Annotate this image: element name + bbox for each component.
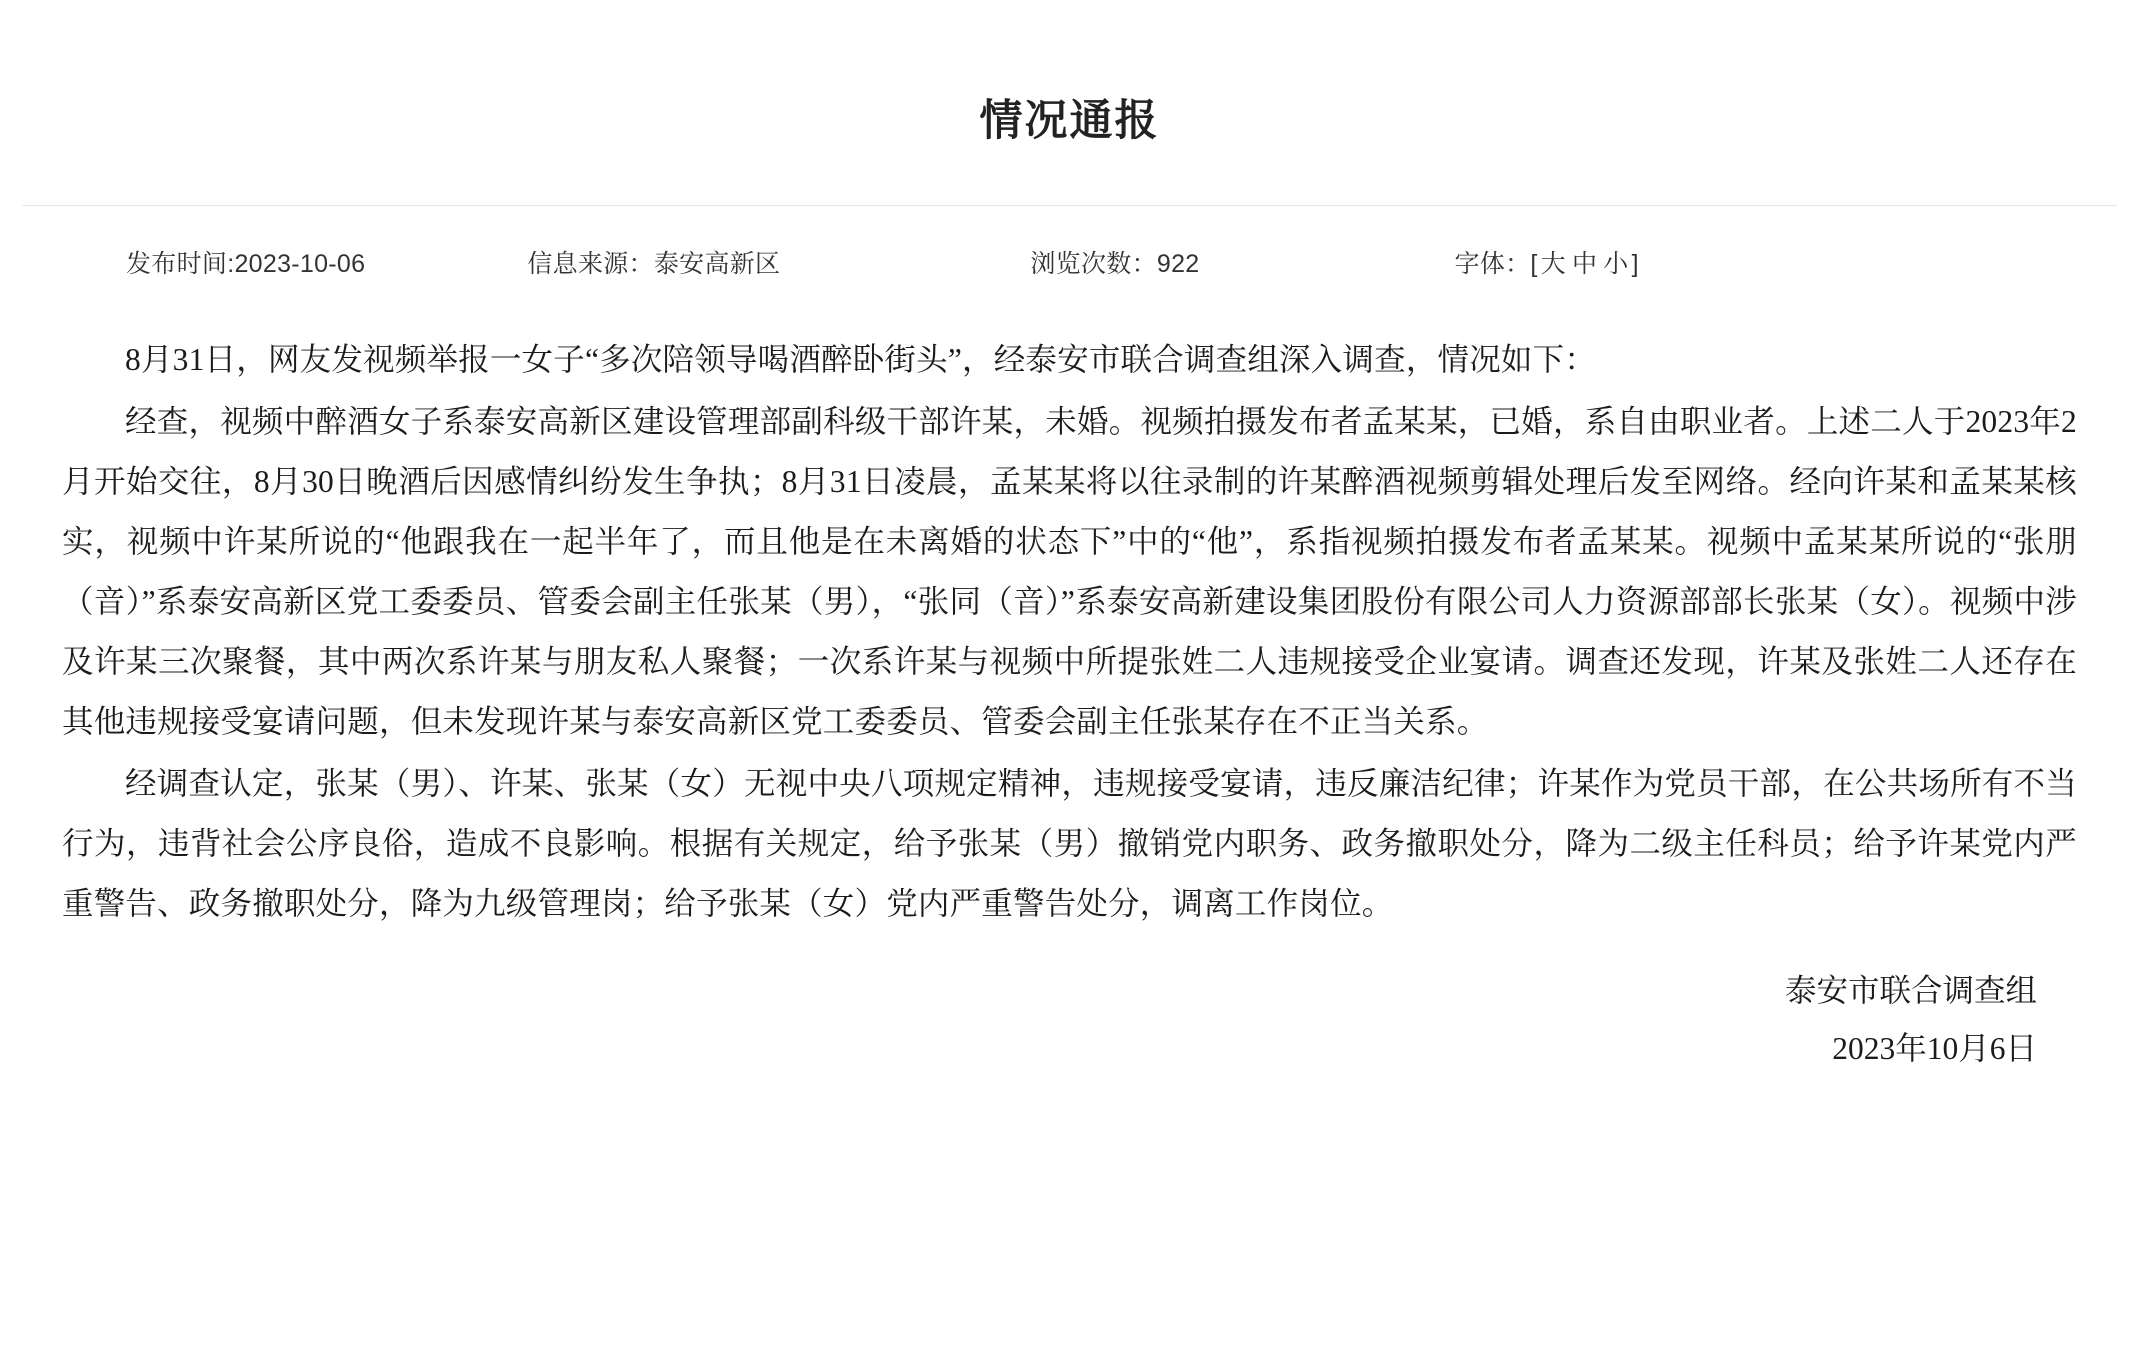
view-count xyxy=(1030,244,1199,280)
info-source xyxy=(527,244,780,280)
title-area xyxy=(0,0,2139,148)
meta-bar xyxy=(0,206,2139,280)
info-source-label: 信息来源： xyxy=(527,249,654,278)
view-count-label: 浏览次数： xyxy=(1030,249,1157,278)
publish-time xyxy=(126,244,365,280)
signature-block xyxy=(62,962,2077,1078)
publish-time-label: 发布时间: xyxy=(126,249,235,278)
font-size-label: 字体： xyxy=(1454,249,1531,278)
document-body xyxy=(0,280,2139,1078)
signature-organization: 泰安市联合调查组 xyxy=(1784,972,2037,1008)
font-size-medium[interactable]: 中 xyxy=(1571,249,1598,278)
body-paragraph: 8月31日，网友发视频举报一女子“多次陪领导喝酒醉卧街头”，经泰安市联合调查组深入调查，情况如下： xyxy=(125,341,1597,377)
page-title: 情况通报 xyxy=(979,97,1160,145)
view-count-value: 922 xyxy=(1156,249,1200,278)
font-size-options xyxy=(1530,244,1638,280)
body-paragraph: 经查，视频中醉酒女子系泰安高新区建设管理部副科级干部许某，未婚。视频拍摄发布者孟某某，已婚，系自由职业者。上述二人于2023年2月开始交往，8月30日晚酒后因感情纠纷发生争执；8月31日凌晨，孟某某将以往录制的许某醉酒视频剪辑处理后发至网络。经向许某和孟某某核实，视频中许某所说的“他跟我在一起半年了，而且他是在未离婚的状态下”中的“他”，系指视频拍摄发布者孟某某。视频中孟某某所说的“张朋（音）”系泰安高新区党工委委员、管委会副主任张某（男），“张同（音）”系泰安高新建设集团股份有限公司人力资源部部长张某（女）。视频中涉及许某三次聚餐，其中两次系许某与朋友私人聚餐；一次系许某与视频中所提张姓二人违规接受企业宴请。调查还发现，许某及张姓二人还存在其他违规接受宴请问题，但未发现许某与泰安高新区党工委委员、管委会副主任张某存在不正当关系。 xyxy=(62,403,2077,739)
font-size-large[interactable]: 大 xyxy=(1540,249,1566,278)
signature-date: 2023年10月6日 xyxy=(1832,1030,2037,1066)
font-size-control xyxy=(1455,244,1639,280)
bracket-open: [ xyxy=(1530,249,1538,278)
publish-time-value: 2023-10-06 xyxy=(234,249,366,278)
info-source-value: 泰安高新区 xyxy=(653,249,781,278)
font-size-small[interactable]: 小 xyxy=(1603,249,1629,278)
bracket-close: ] xyxy=(1631,249,1639,278)
body-paragraph: 经调查认定，张某（男）、许某、张某（女）无视中央八项规定精神，违规接受宴请，违反廉洁纪律；许某作为党员干部，在公共场所有不当行为，违背社会公序良俗，造成不良影响。根据有关规定，给予张某（男）撤销党内职务、政务撤职处分，降为二级主任科员；给予许某党内严重警告、政务撤职处分，降为九级管理岗；给予张某（女）党内严重警告处分，调离工作岗位。 xyxy=(62,765,2077,921)
